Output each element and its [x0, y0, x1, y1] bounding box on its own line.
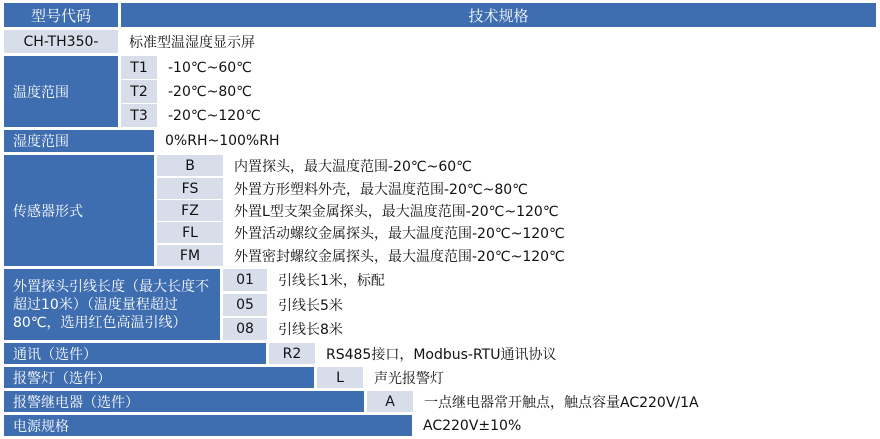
sensor-value-fz: 外置L型支架金属探头，最大温度范围-20℃~120℃	[234, 203, 559, 220]
sensor-type-label: 传感器形式	[4, 155, 154, 266]
temp-code-t3: T3	[121, 104, 157, 127]
temp-code-t1: T1	[121, 56, 157, 79]
cable-value-01: 引线长1米，标配	[278, 273, 385, 289]
sensor-code-fs: FS	[157, 178, 223, 199]
temp-range-label: 温度范围	[4, 56, 118, 127]
header-tech-spec: 技术规格	[121, 3, 876, 27]
sensor-code-b: B	[157, 155, 223, 176]
power-spec-value: AC220V±10%	[423, 417, 522, 434]
sensor-code-fz: FZ	[157, 200, 223, 221]
sensor-value-fm: 外置密封螺纹金属探头，最大温度范围-20℃~120℃	[234, 248, 565, 265]
sensor-value-fs: 外置方形塑料外壳，最大温度范围-20℃~80℃	[234, 181, 528, 198]
temp-code-t2: T2	[121, 80, 157, 103]
cable-code-08: 08	[223, 318, 267, 340]
sensor-value-fl: 外置活动螺纹金属探头，最大温度范围-20℃~120℃	[234, 225, 565, 242]
cable-value-08: 引线长8米	[278, 322, 343, 338]
power-spec-label: 电源规格	[4, 415, 412, 436]
alarm-light-label: 报警灯（选件）	[4, 367, 314, 388]
cable-value-05: 引线长5米	[278, 298, 343, 314]
model-code: CH-TH350-	[4, 30, 118, 53]
temp-value-t1: -10℃~60℃	[168, 59, 252, 76]
temp-value-t2: -20℃~80℃	[168, 83, 252, 100]
humidity-range-value: 0%RH~100%RH	[165, 133, 280, 149]
comm-label: 通讯（选件）	[4, 343, 266, 364]
alarm-relay-label: 报警继电器（选件）	[4, 391, 364, 412]
alarm-light-value: 声光报警灯	[374, 370, 444, 387]
cable-code-01: 01	[223, 269, 267, 291]
alarm-relay-value: 一点继电器常开触点，触点容量AC220V/1A	[424, 394, 699, 411]
sensor-code-fl: FL	[157, 222, 223, 243]
alarm-relay-code: A	[367, 391, 413, 412]
humidity-range-label: 湿度范围	[4, 130, 154, 152]
comm-code: R2	[269, 343, 315, 364]
cable-code-05: 05	[223, 294, 267, 316]
header-model-code: 型号代码	[4, 3, 118, 27]
cable-length-label: 外置探头引线长度（最大长度不超过10米）（温度量程超过80℃，选用红色高温引线）	[4, 269, 220, 340]
temp-value-t3: -20℃~120℃	[168, 107, 261, 124]
model-desc: 标准型温湿度显示屏	[129, 34, 255, 51]
sensor-value-b: 内置探头，最大温度范围-20℃~60℃	[234, 158, 472, 175]
comm-value: RS485接口，Modbus-RTU通讯协议	[326, 346, 557, 363]
sensor-code-fm: FM	[157, 245, 223, 266]
alarm-light-code: L	[317, 367, 363, 388]
